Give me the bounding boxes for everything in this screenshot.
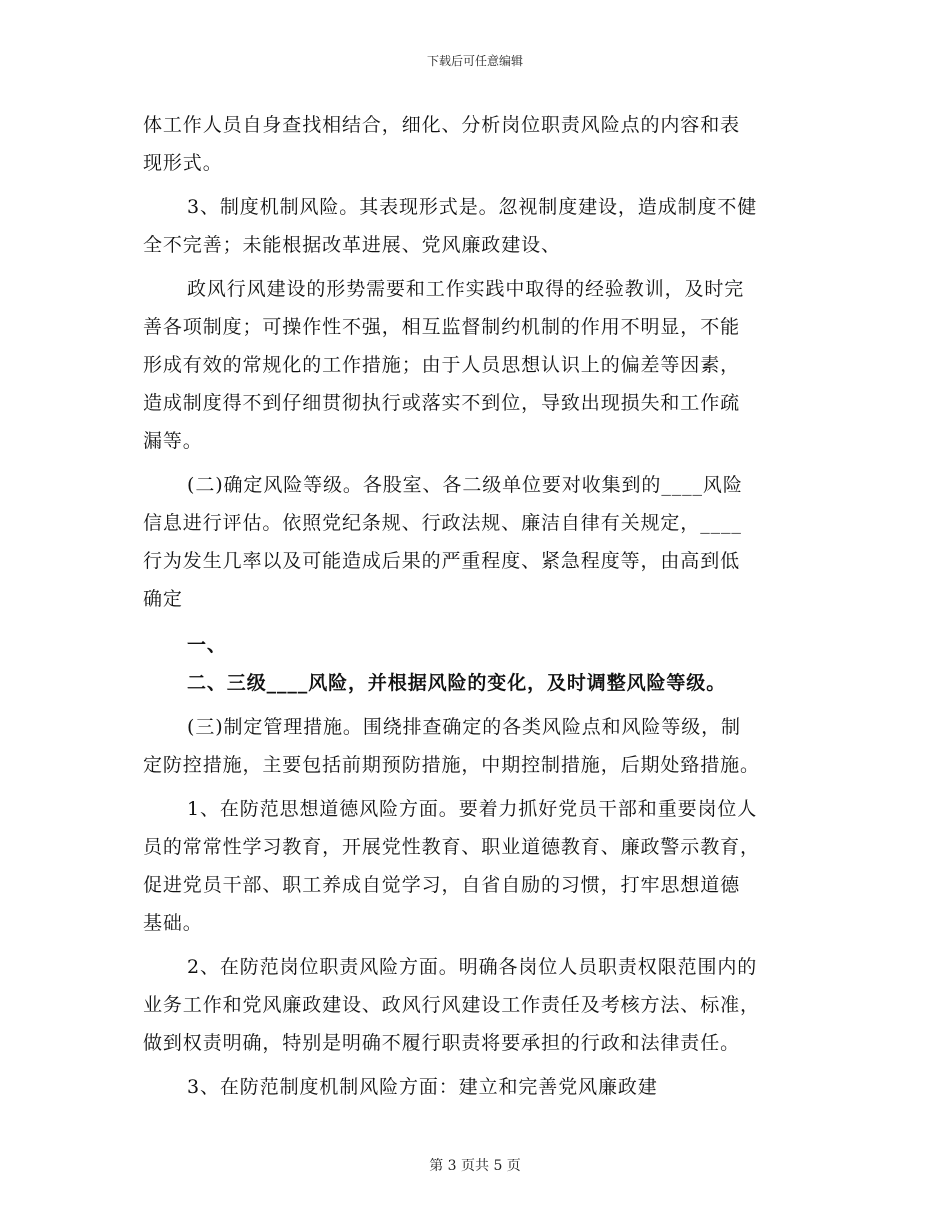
text-line: 形成有效的常规化的工作措施；由于人员思想认识上的偏差等因素， xyxy=(143,354,741,376)
text-line: 善各项制度；可操作性不强，相互监督制约机制的作用不明显，不能 xyxy=(143,316,741,338)
text-line: 1、在防范思想道德风险方面。要着力抓好党员干部和重要岗位人 xyxy=(187,798,758,820)
heading-line: 一、 xyxy=(187,634,227,656)
text-line: 基础。 xyxy=(143,912,203,934)
text-line: 漏等。 xyxy=(143,430,203,452)
text-line: (三)制定管理措施。围绕排查确定的各类风险点和风险等级，制 xyxy=(187,716,741,738)
heading-line: 二、三级____风险，并根据风险的变化，及时调整风险等级。 xyxy=(187,672,727,694)
text-line: 行为发生几率以及可能造成后果的严重程度、紧急程度等，由高到低 xyxy=(143,550,741,572)
text-line: 3、在防范制度机制风险方面：建立和完善党风廉政建 xyxy=(187,1076,658,1098)
text-line: (二)确定风险等级。各股室、各二级单位要对收集到的____风险 xyxy=(187,474,743,496)
text-line: 政风行风建设的形势需要和工作实践中取得的经验教训，及时完 xyxy=(187,278,745,300)
text-line: 2、在防范岗位职责风险方面。明确各岗位人员职责权限范围内的 xyxy=(187,956,758,978)
text-line: 信息进行评估。依照党纪条规、行政法规、廉洁自律有关规定，____ xyxy=(143,512,742,534)
text-line: 促进党员干部、职工养成自觉学习，自省自励的习惯，打牢思想道德 xyxy=(143,874,741,896)
page-footer: 第 3 页共 5 页 xyxy=(429,1158,521,1174)
text-line: 3、制度机制风险。其表现形式是。忽视制度建设，造成制度不健 xyxy=(187,196,758,218)
text-line: 业务工作和党风廉政建设、政风行风建设工作责任及考核方法、标准， xyxy=(143,994,760,1016)
text-line: 全不完善；未能根据改革进展、党风廉政建设、 xyxy=(143,234,561,256)
text-line: 造成制度得不到仔细贯彻执行或落实不到位，导致出现损失和工作疏 xyxy=(143,392,741,414)
text-line: 现形式。 xyxy=(143,152,223,174)
page-header: 下载后可任意编辑 xyxy=(426,54,523,68)
text-line: 员的常常性学习教育，开展党性教育、职业道德教育、廉政警示教育， xyxy=(143,836,760,858)
text-line: 定防控措施，主要包括前期预防措施，中期控制措施，后期处臵措施。 xyxy=(143,754,760,776)
text-line: 体工作人员自身查找相结合，细化、分析岗位职责风险点的内容和表 xyxy=(143,114,741,136)
text-line: 做到权责明确，特别是明确不履行职责将要承担的行政和法律责任。 xyxy=(143,1032,741,1054)
text-line: 确定 xyxy=(143,588,183,610)
document-body xyxy=(143,106,813,1106)
